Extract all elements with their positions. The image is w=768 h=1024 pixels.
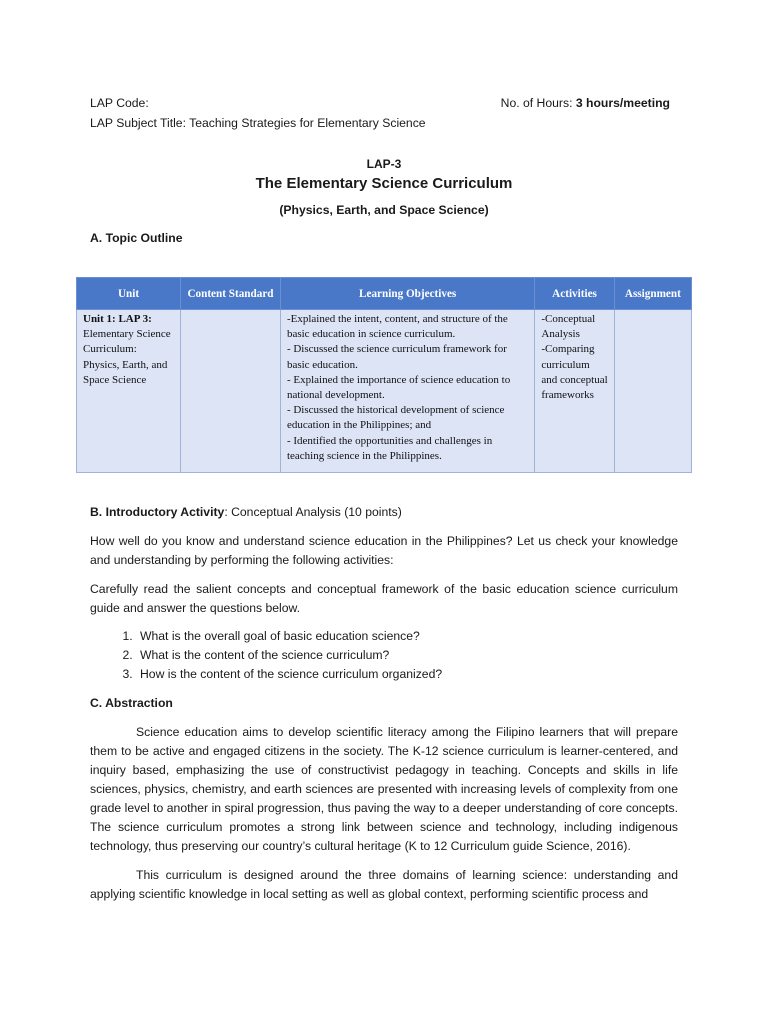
lap-number: LAP-3: [366, 157, 402, 171]
cell-unit: [77, 310, 181, 473]
hours-label: No. of Hours:: [500, 96, 573, 110]
list-item: 2. What is the content of the science curriculum?: [136, 646, 678, 665]
lap-code-label: LAP Code:: [90, 96, 149, 110]
objective-item: -Explained the intent, content, and structure of the basic education in science curriculum.: [286, 313, 508, 341]
header-activities: Activities: [535, 278, 614, 310]
hours-value: 3 hours/meeting: [575, 96, 670, 110]
table-row: [77, 310, 692, 473]
hours-field: [501, 93, 678, 113]
section-b-heading: [90, 502, 678, 522]
cell-assignment: [614, 310, 691, 473]
section-c-heading: C. Abstraction: [90, 696, 173, 710]
document-header: [90, 93, 678, 248]
list-item: 1. What is the overall goal of basic education science?: [136, 627, 678, 646]
paragraph-b1: How well do you know and understand science education in the Philippines? Let us check your knowledge and understanding by performing the following activities:: [90, 534, 678, 567]
header-content-standard: Content Standard: [181, 278, 281, 310]
header-assignment: Assignment: [614, 278, 691, 310]
meta-row: [90, 93, 678, 113]
activity-item: -Conceptual Analysis: [541, 313, 596, 341]
topic-outline-table: [76, 277, 692, 473]
cell-content-standard: [181, 310, 281, 473]
paragraph-c2: This curriculum is designed around the three domains of learning science: understanding and applying scientific knowledge in local setting as well as global context, performing scientific process and: [90, 868, 678, 901]
unit-description: Elementary Science Curriculum: Physics, Earth, and Space Science: [83, 328, 171, 386]
activity-item: -Comparing curriculum and conceptual frameworks: [541, 343, 608, 402]
objective-item: - Discussed the historical development of science education in the Philippines; and: [286, 404, 505, 432]
objective-item: - Explained the importance of science education to national development.: [286, 373, 511, 402]
table-header-row: [77, 278, 692, 310]
unit-title: Unit 1: LAP 3:: [83, 313, 152, 325]
objective-item: - Discussed the science curriculum framework for basic education.: [286, 343, 507, 371]
list-item: 3. How is the content of the science curriculum organized?: [136, 665, 678, 684]
question-list: [90, 627, 678, 684]
header-unit: Unit: [77, 278, 181, 310]
subject-label: LAP Subject Title:: [90, 116, 186, 130]
subject-line: [90, 113, 678, 133]
cell-objectives: [280, 310, 534, 473]
subject-value: Teaching Strategies for Elementary Science: [189, 116, 426, 130]
section-a-heading: A. Topic Outline: [90, 231, 183, 245]
objective-item: - Identified the opportunities and challenges in teaching science in the Philippines.: [286, 434, 493, 462]
section-b-rest: : Conceptual Analysis (10 points): [224, 505, 402, 519]
cell-activities: [535, 310, 614, 473]
section-b-label: B. Introductory Activity: [90, 505, 225, 519]
page-subtitle: (Physics, Earth, and Space Science): [279, 203, 489, 217]
header-learning-objectives: Learning Objectives: [280, 278, 534, 310]
paragraph-c1: Science education aims to develop scientific literacy among the Filipino learners that will prepare them to be active and engaged citizens in the society. The K-12 science curriculum is learner-centered, and inquiry based, emphasizing the use of constructivist pedagogy in teaching. Concepts and skills in life sciences, physics, chemistry, and earth sciences are presented with increasing levels of complexity from one grade level to another in spiral progression, thus paving the way to a deeper understanding of core concepts. The science curriculum promotes a strong link between science and technology, including indigenous technology, thus preserving our country’s cultural heritage (K to 12 Curriculum guide Science, 2016).: [90, 725, 678, 853]
section-b: [90, 502, 678, 904]
paragraph-b2: Carefully read the salient concepts and conceptual framework of the basic education science curriculum guide and answer the questions below.: [90, 582, 678, 615]
page-title: The Elementary Science Curriculum: [255, 175, 513, 192]
